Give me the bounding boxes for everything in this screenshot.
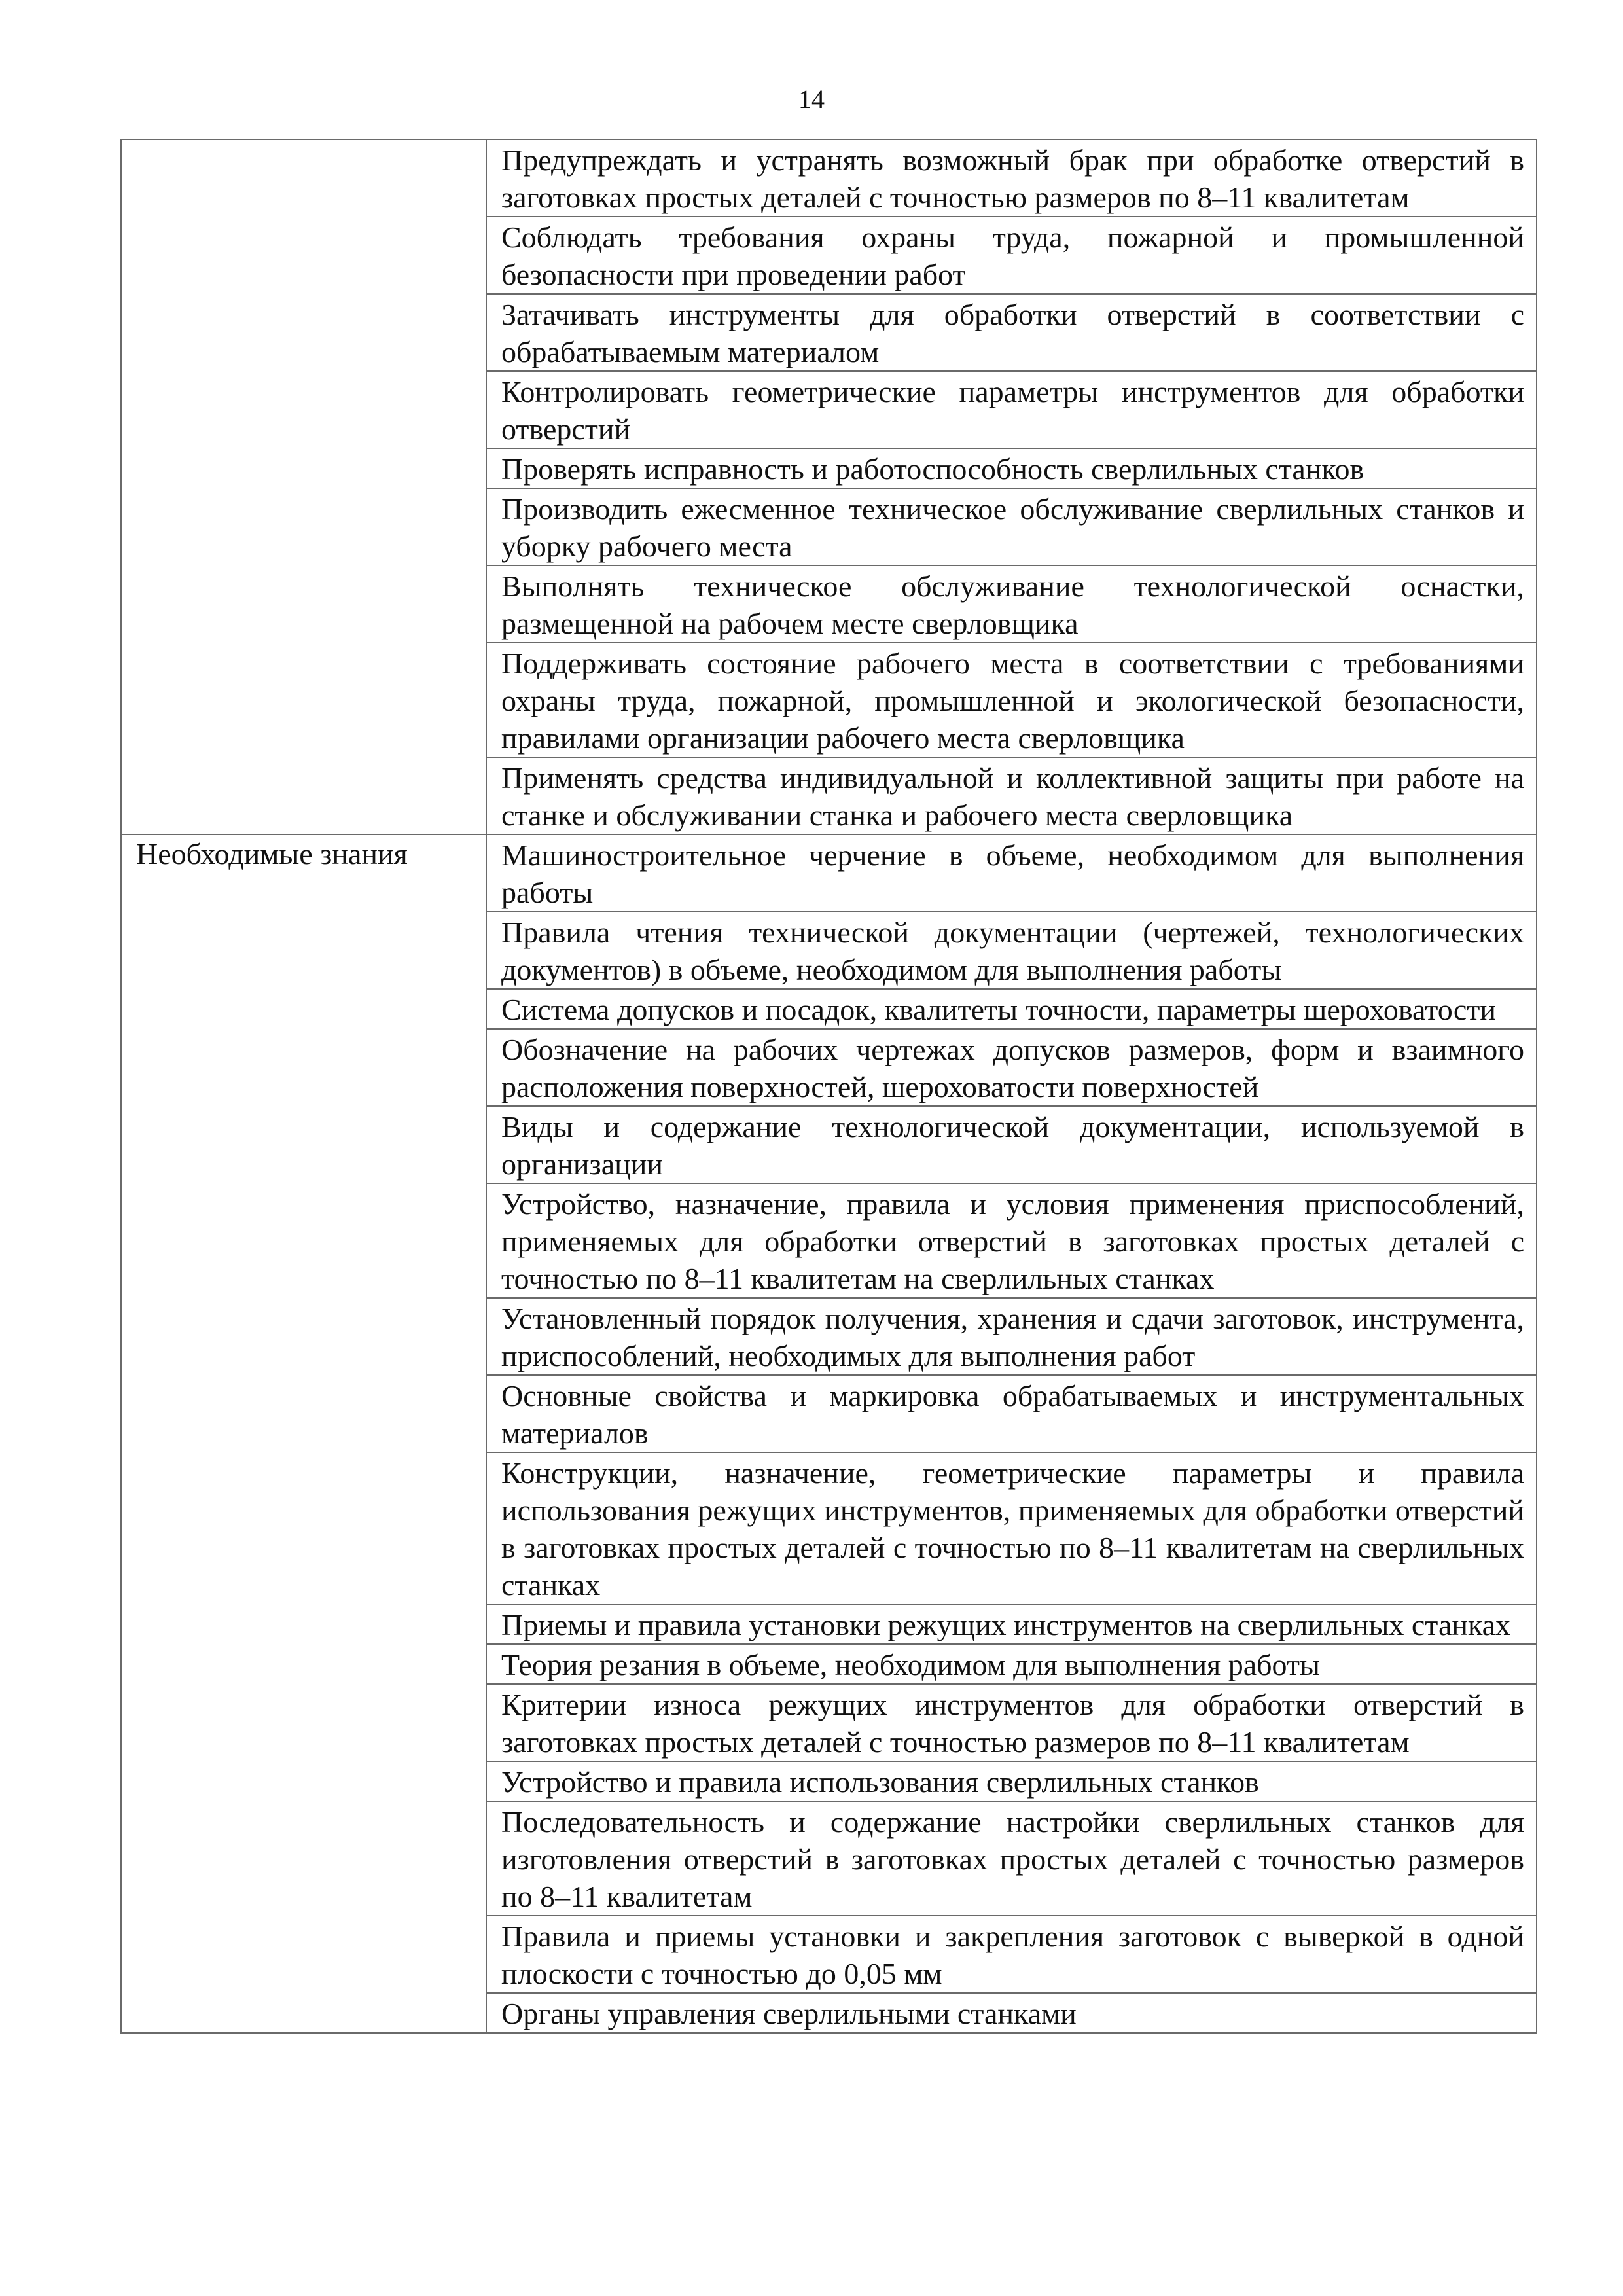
- section-label-cell: [121, 1604, 486, 1644]
- table-row: [121, 1375, 1537, 1452]
- requirement-item: Теория резания в объеме, необходимом для выполнения работы: [486, 1644, 1537, 1684]
- table-body: [121, 139, 1537, 2033]
- page-number: 14: [798, 84, 825, 114]
- table-row: [121, 217, 1537, 294]
- requirement-item: Приемы и правила установки режущих инструментов на сверлильных станках: [486, 1604, 1537, 1644]
- requirement-item: Поддерживать состояние рабочего места в соответствии с требованиями охраны труда, пожарной, промышленной и экологической безопасности, правилами организации рабочего места сверловщика: [486, 643, 1537, 757]
- table-row: [121, 448, 1537, 488]
- section-label-cell: [121, 1183, 486, 1298]
- section-label-cell: [121, 217, 486, 294]
- table-row: [121, 488, 1537, 565]
- table-row: [121, 1106, 1537, 1183]
- requirement-item: Предупреждать и устранять возможный брак при обработке отверстий в заготовках простых деталей с точностью размеров по 8–11 квалитетам: [486, 139, 1537, 217]
- section-label-cell: [121, 1106, 486, 1183]
- table-row: [121, 1452, 1537, 1604]
- section-label-cell: [121, 294, 486, 371]
- section-label-cell: [121, 371, 486, 448]
- table-row: [121, 1644, 1537, 1684]
- table-row: [121, 1801, 1537, 1916]
- requirement-item: Устройство, назначение, правила и условия применения приспособлений, применяемых для обработки отверстий в заготовках простых деталей с точностью по 8–11 квалитетам на сверлильных станках: [486, 1183, 1537, 1298]
- requirement-item: Основные свойства и маркировка обрабатываемых и инструментальных материалов: [486, 1375, 1537, 1452]
- table-row: [121, 294, 1537, 371]
- requirement-item: Производить ежесменное техническое обслуживание сверлильных станков и уборку рабочего места: [486, 488, 1537, 565]
- requirement-item: Контролировать геометрические параметры инструментов для обработки отверстий: [486, 371, 1537, 448]
- table-row: [121, 1604, 1537, 1644]
- section-label-cell: [121, 1684, 486, 1761]
- competency-table: [120, 139, 1537, 2034]
- section-label-cell: [121, 1029, 486, 1106]
- requirement-item: Правила и приемы установки и закрепления заготовок с выверкой в одной плоскости с точностью до 0,05 мм: [486, 1916, 1537, 1993]
- requirement-item: Обозначение на рабочих чертежах допусков размеров, форм и взаимного расположения поверхностей, шероховатости поверхностей: [486, 1029, 1537, 1106]
- table-row: [121, 989, 1537, 1029]
- requirement-item: Затачивать инструменты для обработки отверстий в соответствии с обрабатываемым материалом: [486, 294, 1537, 371]
- section-label-cell: Необходимые знания: [121, 834, 486, 912]
- section-label-cell: [121, 1644, 486, 1684]
- requirement-item: Установленный порядок получения, хранения и сдачи заготовок, инструмента, приспособлений, необходимых для выполнения работ: [486, 1298, 1537, 1375]
- section-label-cell: [121, 1916, 486, 1993]
- table-row: [121, 912, 1537, 989]
- section-label-cell: [121, 139, 486, 217]
- table-row: [121, 1993, 1537, 2033]
- section-label-cell: [121, 448, 486, 488]
- requirement-item: Применять средства индивидуальной и коллективной защиты при работе на станке и обслуживании станка и рабочего места сверловщика: [486, 757, 1537, 834]
- requirement-item: Система допусков и посадок, квалитеты точности, параметры шероховатости: [486, 989, 1537, 1029]
- table-row: [121, 565, 1537, 643]
- table-row: [121, 139, 1537, 217]
- requirement-item: Органы управления сверлильными станками: [486, 1993, 1537, 2033]
- table-row: [121, 834, 1537, 912]
- section-label-cell: [121, 989, 486, 1029]
- table-row: [121, 757, 1537, 834]
- table-row: [121, 1298, 1537, 1375]
- requirement-item: Выполнять техническое обслуживание технологической оснастки, размещенной на рабочем месте сверловщика: [486, 565, 1537, 643]
- requirement-item: Соблюдать требования охраны труда, пожарной и промышленной безопасности при проведении работ: [486, 217, 1537, 294]
- section-label-cell: [121, 1298, 486, 1375]
- section-label-cell: [121, 643, 486, 757]
- requirement-item: Машиностроительное черчение в объеме, необходимом для выполнения работы: [486, 834, 1537, 912]
- table-row: [121, 1761, 1537, 1801]
- table-row: [121, 371, 1537, 448]
- requirement-item: Виды и содержание технологической документации, используемой в организации: [486, 1106, 1537, 1183]
- section-label-cell: [121, 565, 486, 643]
- requirement-item: Правила чтения технической документации (чертежей, технологических документов) в объеме, необходимом для выполнения работы: [486, 912, 1537, 989]
- requirement-item: Проверять исправность и работоспособность сверлильных станков: [486, 448, 1537, 488]
- requirement-item: Критерии износа режущих инструментов для обработки отверстий в заготовках простых деталей с точностью размеров по 8–11 квалитетам: [486, 1684, 1537, 1761]
- requirement-item: Последовательность и содержание настройки сверлильных станков для изготовления отверстий в заготовках простых деталей с точностью размеров по 8–11 квалитетам: [486, 1801, 1537, 1916]
- section-label-cell: [121, 757, 486, 834]
- section-label-cell: [121, 1801, 486, 1916]
- section-label-cell: [121, 912, 486, 989]
- section-label-cell: [121, 1993, 486, 2033]
- section-label-cell: [121, 488, 486, 565]
- section-label-cell: [121, 1452, 486, 1604]
- requirement-item: Устройство и правила использования сверлильных станков: [486, 1761, 1537, 1801]
- table-row: [121, 1916, 1537, 1993]
- section-label-cell: [121, 1761, 486, 1801]
- requirement-item: Конструкции, назначение, геометрические параметры и правила использования режущих инструментов, применяемых для обработки отверстий в заготовках простых деталей с точностью по 8–11 квалитетам на сверлильных станках: [486, 1452, 1537, 1604]
- table-row: [121, 1029, 1537, 1106]
- table-row: [121, 643, 1537, 757]
- section-label-cell: [121, 1375, 486, 1452]
- table-row: [121, 1684, 1537, 1761]
- table-row: [121, 1183, 1537, 1298]
